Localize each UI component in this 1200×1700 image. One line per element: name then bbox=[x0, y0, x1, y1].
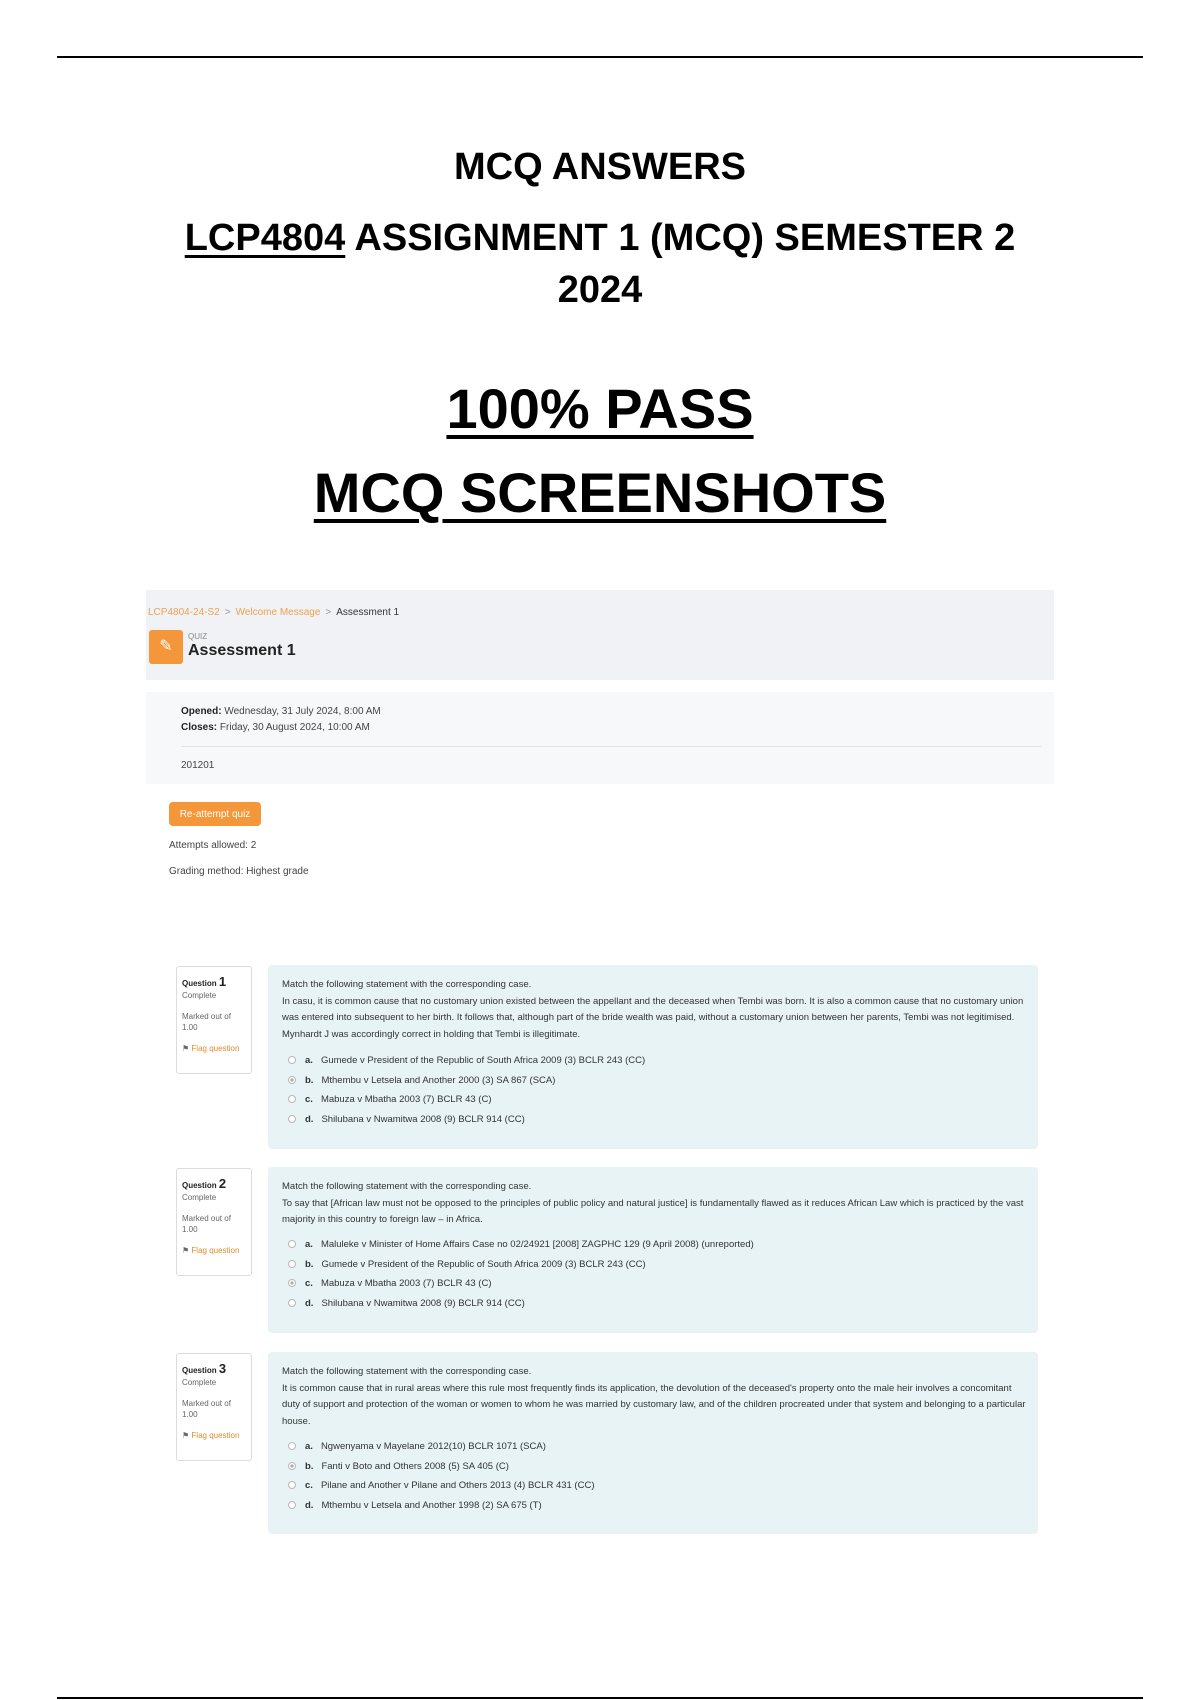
flag-question-link[interactable]: ⚑ Flag question bbox=[182, 1431, 240, 1440]
course-code: LCP4804 bbox=[184, 217, 346, 259]
radio-button[interactable] bbox=[288, 1260, 296, 1268]
question-box-1 bbox=[268, 965, 1038, 1149]
answer-options bbox=[288, 1055, 645, 1133]
question-text: Match the following statement with the corresponding case. In casu, it is common cause that no customary union existed between the appellant and the deceased when Tembi was born. It is also a common cause that no customary union was entered into subsequent to her birth. It follows that, although part of the bride wealth was paid, without a customary union between her parents, Tembi was not legitimised. Mynhardt J was accordingly correct in holding that Tembi is illegitimate. bbox=[282, 979, 1024, 1040]
radio-button[interactable] bbox=[288, 1095, 296, 1103]
breadcrumb-separator: > bbox=[325, 607, 332, 618]
question-mark: Marked out of 1.00 bbox=[182, 1399, 231, 1419]
questions-screenshot bbox=[146, 950, 1054, 1550]
flag-icon: ⚑ bbox=[182, 1431, 190, 1440]
breadcrumb-separator: > bbox=[224, 607, 231, 618]
quiz-code: 201201 bbox=[181, 760, 215, 771]
bottom-rule bbox=[57, 1697, 1143, 1699]
quiz-dates-panel bbox=[146, 692, 1054, 784]
heading-pass: 100% PASS bbox=[446, 377, 754, 440]
question-info-3 bbox=[176, 1353, 252, 1461]
flag-question-link[interactable]: ⚑ Flag question bbox=[182, 1044, 240, 1053]
answer-option-c[interactable]: c. Pilane and Another v Pilane and Others 2013 (4) BCLR 431 (CC) bbox=[288, 1480, 594, 1500]
breadcrumb-course[interactable]: LCP4804-24-S2 bbox=[148, 607, 220, 618]
quiz-title: Assessment 1 bbox=[188, 642, 296, 659]
answer-option-d[interactable]: d. Mthembu v Letsela and Another 1998 (2) SA 675 (T) bbox=[288, 1500, 594, 1520]
flag-question-link[interactable]: ⚑ Flag question bbox=[182, 1246, 240, 1255]
radio-button[interactable] bbox=[288, 1240, 296, 1248]
question-number: Question 2 bbox=[182, 1176, 227, 1191]
radio-button[interactable] bbox=[288, 1076, 296, 1084]
question-mark: Marked out of 1.00 bbox=[182, 1214, 231, 1234]
divider bbox=[181, 746, 1041, 747]
answer-option-d[interactable]: d. Shilubana v Nwamitwa 2008 (9) BCLR 914 (CC) bbox=[288, 1298, 754, 1318]
quiz-summary-screenshot bbox=[146, 590, 1054, 896]
activity-type: QUIZ bbox=[188, 632, 208, 641]
question-number: Question 1 bbox=[182, 974, 227, 989]
flag-icon: ⚑ bbox=[182, 1044, 190, 1053]
radio-button[interactable] bbox=[288, 1279, 296, 1287]
answer-option-d[interactable]: d. Shilubana v Nwamitwa 2008 (9) BCLR 914 (CC) bbox=[288, 1114, 645, 1134]
attempts-allowed: Attempts allowed: 2 bbox=[169, 840, 257, 851]
opened-date: Opened: Wednesday, 31 July 2024, 8:00 AM bbox=[181, 706, 381, 717]
answer-option-a[interactable]: a. Gumede v President of the Republic of South Africa 2009 (3) BCLR 243 (CC) bbox=[288, 1055, 645, 1075]
answer-option-c[interactable]: c. Mabuza v Mbatha 2003 (7) BCLR 43 (C) bbox=[288, 1278, 754, 1298]
question-state: Complete bbox=[182, 1378, 217, 1387]
answer-options bbox=[288, 1239, 754, 1317]
assignment-title: ASSIGNMENT 1 (MCQ) SEMESTER 2 bbox=[345, 217, 1016, 259]
question-box-3 bbox=[268, 1352, 1038, 1534]
radio-button[interactable] bbox=[288, 1115, 296, 1123]
question-text: Match the following statement with the corresponding case. It is common cause that in rural areas where this rule most frequently finds its application, the devolution of the deceased's property onto the male heir involves a concomitant duty of support and protection of the woman or women to whom he was married by customary law, and of the children procreated under that system and belonging to a particular house. bbox=[282, 1366, 1026, 1427]
question-info-1 bbox=[176, 966, 252, 1074]
answer-option-a[interactable]: a. Maluleke v Minister of Home Affairs Case no 02/24921 [2008] ZAGPHC 129 (9 April 2008) (unreported) bbox=[288, 1239, 754, 1259]
top-rule bbox=[57, 56, 1143, 58]
question-number: Question 3 bbox=[182, 1361, 227, 1376]
question-info-2 bbox=[176, 1168, 252, 1276]
closes-date: Closes: Friday, 30 August 2024, 10:00 AM bbox=[181, 722, 370, 733]
grading-method: Grading method: Highest grade bbox=[169, 866, 309, 877]
radio-button[interactable] bbox=[288, 1056, 296, 1064]
question-text: Match the following statement with the corresponding case. To say that [African law must not be opposed to the principles of public policy and natural justice] is fundamentally flawed as it reduces African Law which is practiced by the vast majority in this country to foreign law – in Africa. bbox=[282, 1181, 1024, 1225]
radio-button[interactable] bbox=[288, 1481, 296, 1489]
heading-assignment bbox=[0, 212, 1200, 316]
answer-option-b[interactable]: b. Gumede v President of the Republic of South Africa 2009 (3) BCLR 243 (CC) bbox=[288, 1259, 754, 1279]
question-mark: Marked out of 1.00 bbox=[182, 1012, 231, 1032]
radio-button[interactable] bbox=[288, 1299, 296, 1307]
heading-mcq-answers: MCQ ANSWERS bbox=[453, 146, 747, 188]
reattempt-quiz-button[interactable]: Re-attempt quiz bbox=[169, 802, 261, 826]
question-state: Complete bbox=[182, 991, 217, 1000]
radio-button[interactable] bbox=[288, 1442, 296, 1450]
assignment-year: 2024 bbox=[557, 269, 643, 311]
breadcrumb-current: Assessment 1 bbox=[336, 607, 400, 618]
answer-options bbox=[288, 1441, 594, 1519]
quiz-icon: ✎ bbox=[149, 630, 183, 664]
answer-option-a[interactable]: a. Ngwenyama v Mayelane 2012(10) BCLR 1071 (SCA) bbox=[288, 1441, 594, 1461]
question-box-2 bbox=[268, 1167, 1038, 1333]
breadcrumb bbox=[148, 607, 399, 618]
breadcrumb-welcome[interactable]: Welcome Message bbox=[235, 607, 321, 618]
radio-button[interactable] bbox=[288, 1501, 296, 1509]
radio-button[interactable] bbox=[288, 1462, 296, 1470]
answer-option-b[interactable]: b. Mthembu v Letsela and Another 2000 (3) SA 867 (SCA) bbox=[288, 1075, 645, 1095]
heading-screenshots: MCQ SCREENSHOTS bbox=[313, 461, 887, 524]
question-state: Complete bbox=[182, 1193, 217, 1202]
quiz-header bbox=[146, 590, 1054, 680]
flag-icon: ⚑ bbox=[182, 1246, 190, 1255]
answer-option-c[interactable]: c. Mabuza v Mbatha 2003 (7) BCLR 43 (C) bbox=[288, 1094, 645, 1114]
answer-option-b[interactable]: b. Fanti v Boto and Others 2008 (5) SA 405 (C) bbox=[288, 1461, 594, 1481]
